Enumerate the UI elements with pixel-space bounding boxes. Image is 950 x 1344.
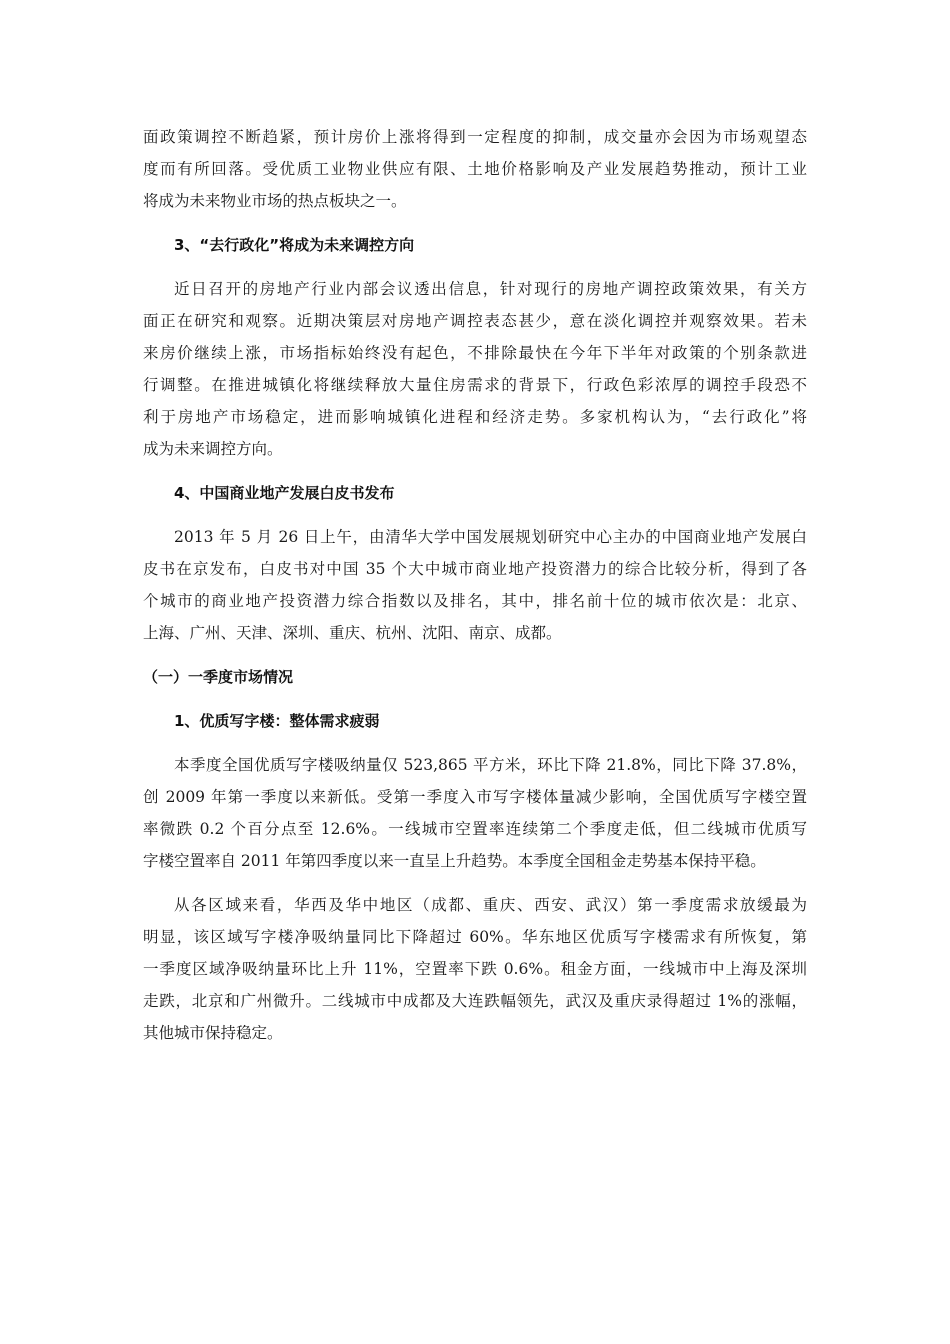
paragraph-deadministration bbox=[143, 273, 807, 465]
text-line: 本季度全国优质写字楼吸纳量仅 523,865 平方米，环比下降 21.8%，同比下降 37.8%， bbox=[174, 756, 807, 774]
text-line: 明显，该区域写字楼净吸纳量同比下降超过 60%。华东地区优质写字楼需求有所恢复，第 bbox=[143, 928, 807, 946]
text-line: 2013 年 5 月 26 日上午，由清华大学中国发展规划研究中心主办的中国商业地产发展白 bbox=[174, 528, 807, 546]
paragraph-office-regional bbox=[143, 889, 807, 1049]
text-line: 皮书在京发布，白皮书对中国 35 个大中城市商业地产投资潜力的综合比较分析，得到了各 bbox=[143, 560, 807, 578]
text-line: 上海、广州、天津、深圳、重庆、杭州、沈阳、南京、成都。 bbox=[143, 624, 562, 642]
text-line: 行调整。在推进城镇化将继续释放大量住房需求的背景下，行政色彩浓厚的调控手段恐不 bbox=[143, 376, 807, 394]
paragraph-industrial-outlook bbox=[143, 121, 807, 217]
text-line: 来房价继续上涨，市场指标始终没有起色，不排除最快在今年下半年对政策的个别条款进 bbox=[143, 344, 807, 362]
text-line: 字楼空置率自 2011 年第四季度以来一直呈上升趋势。本季度全国租金走势基本保持平稳。 bbox=[143, 852, 766, 870]
text-line: 一季度区域净吸纳量环比上升 11%，空置率下跌 0.6%。租金方面，一线城市中上海及深圳 bbox=[143, 960, 807, 978]
text-line: 个城市的商业地产投资潜力综合指数以及排名，其中，排名前十位的城市依次是：北京、 bbox=[143, 592, 807, 610]
text-line: 面正在研究和观察。近期决策层对房地产调控表态甚少，意在淡化调控并观察效果。若未 bbox=[143, 312, 807, 330]
paragraph-whitepaper bbox=[143, 521, 807, 649]
text-line: 率微跌 0.2 个百分点至 12.6%。一线城市空置率连续第二个季度走低，但二线城市优质写 bbox=[143, 820, 807, 838]
text-line: 近日召开的房地产行业内部会议透出信息，针对现行的房地产调控政策效果，有关方 bbox=[174, 280, 807, 298]
text-line: 度而有所回落。受优质工业物业供应有限、土地价格影响及产业发展趋势推动，预计工业 bbox=[143, 160, 807, 178]
heading-office: 1、优质写字楼：整体需求疲弱 bbox=[174, 712, 380, 730]
heading-deadministration: 3、“去行政化”将成为未来调控方向 bbox=[174, 236, 415, 254]
paragraph-office-national bbox=[143, 749, 807, 877]
text-line: 创 2009 年第一季度以来新低。受第一季度入市写字楼体量减少影响，全国优质写字楼空置 bbox=[143, 788, 807, 806]
document-body bbox=[143, 121, 807, 1061]
text-line: 利于房地产市场稳定，进而影响城镇化进程和经济走势。多家机构认为，“去行政化”将 bbox=[143, 408, 807, 426]
text-line: 成为未来调控方向。 bbox=[143, 440, 283, 458]
text-line: 面政策调控不断趋紧，预计房价上涨将得到一定程度的抑制，成交量亦会因为市场观望态 bbox=[143, 128, 807, 146]
text-line: 将成为未来物业市场的热点板块之一。 bbox=[143, 192, 407, 210]
heading-whitepaper: 4、中国商业地产发展白皮书发布 bbox=[174, 484, 395, 502]
text-line: 从各区域来看，华西及华中地区（成都、重庆、西安、武汉）第一季度需求放缓最为 bbox=[174, 896, 807, 914]
text-line: 走跌，北京和广州微升。二线城市中成都及大连跌幅领先，武汉及重庆录得超过 1%的涨幅， bbox=[143, 992, 807, 1010]
text-line: 其他城市保持稳定。 bbox=[143, 1024, 283, 1042]
heading-q1-market: （一）一季度市场情况 bbox=[143, 668, 294, 686]
